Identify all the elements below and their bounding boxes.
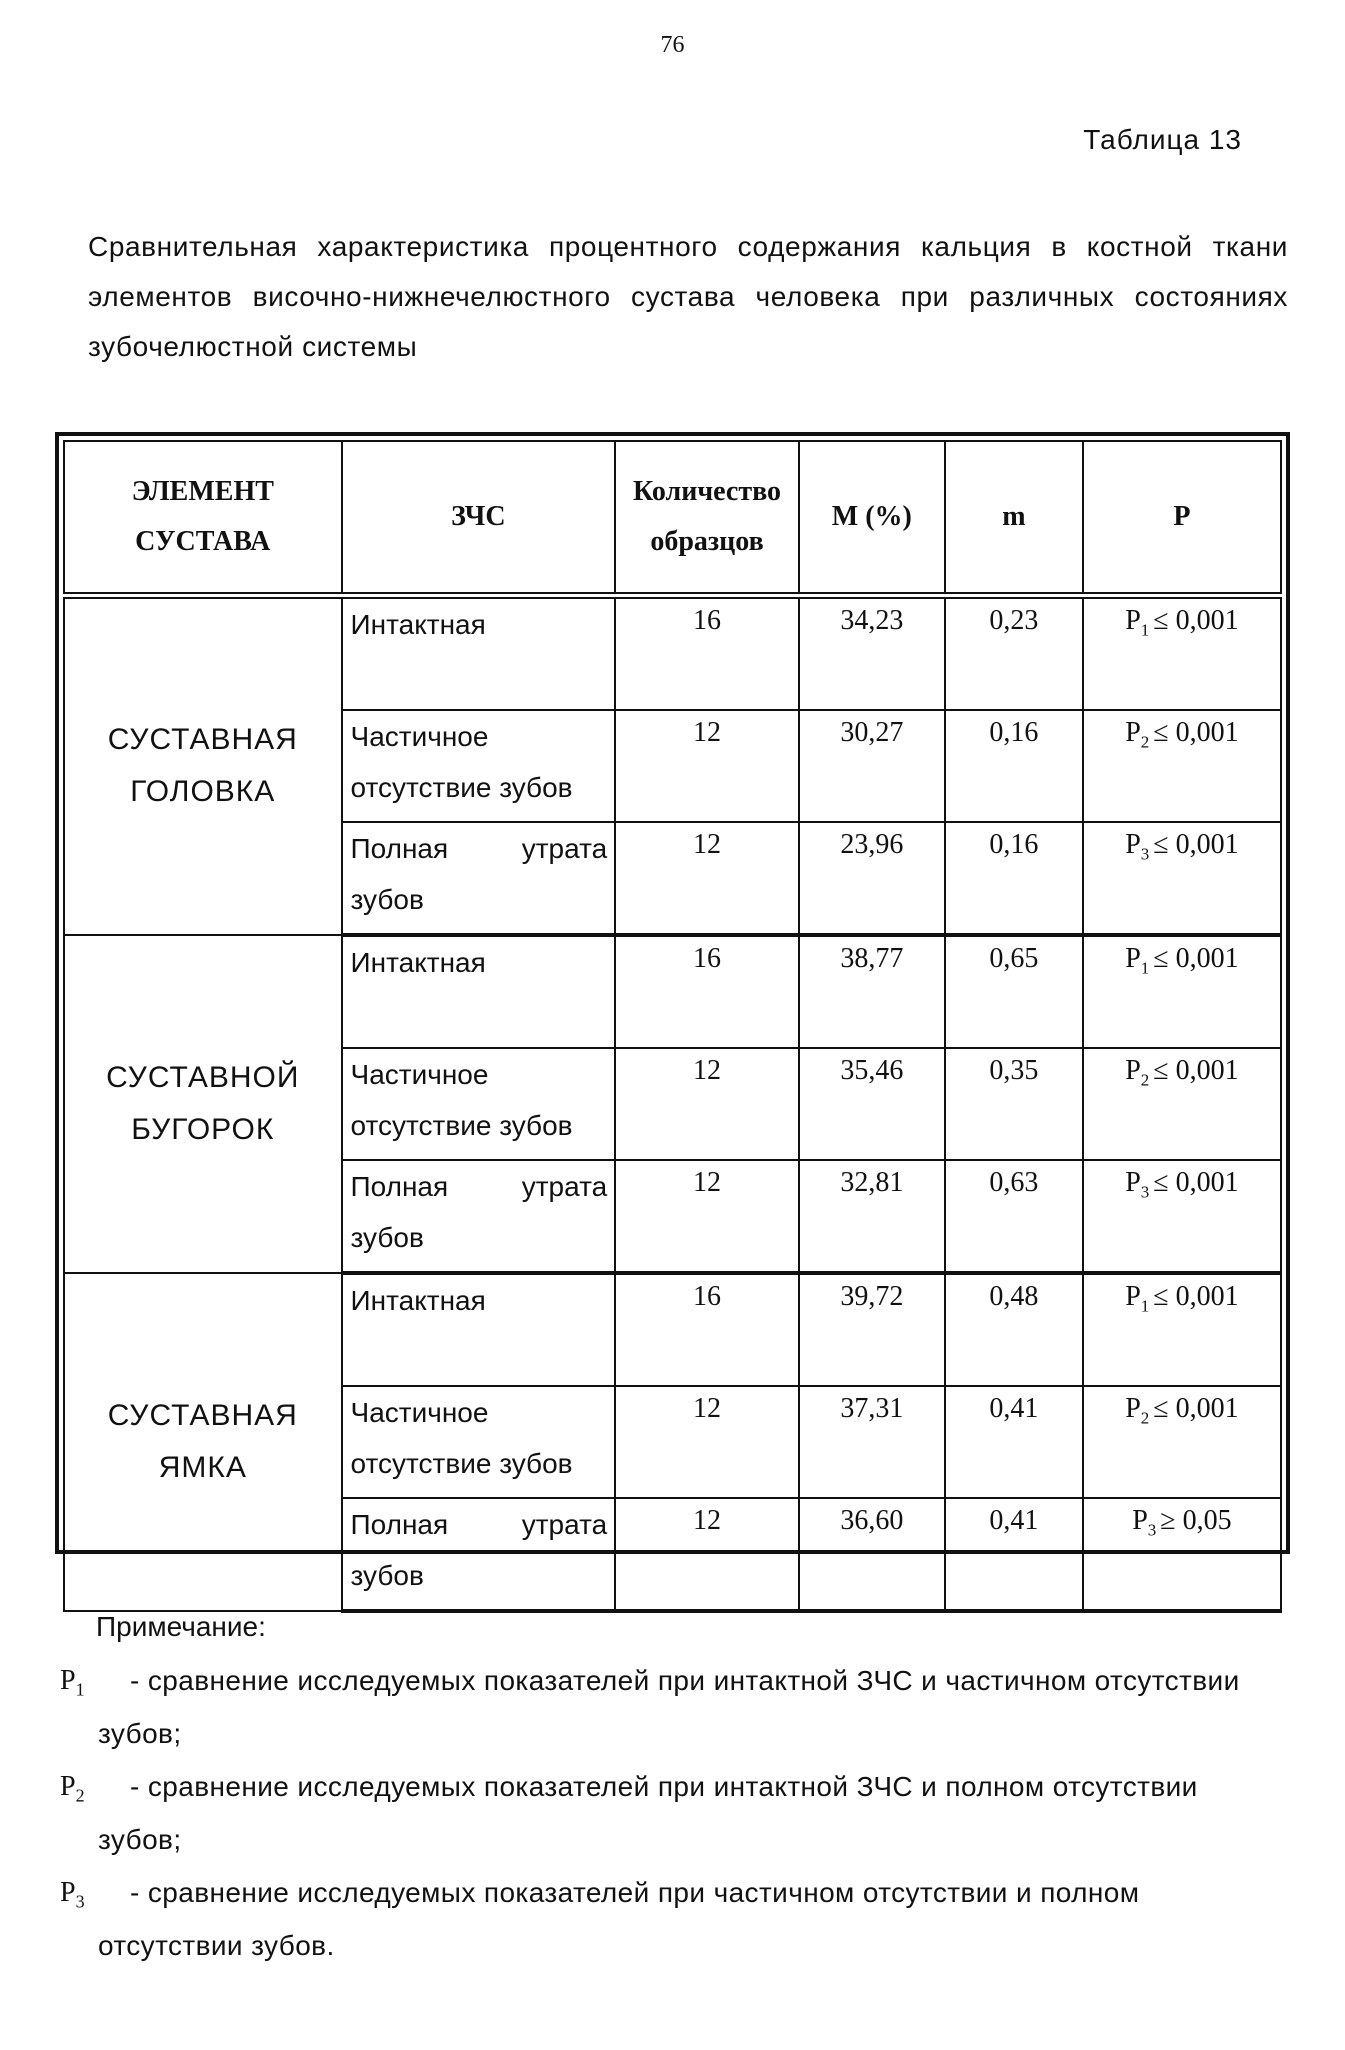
mean-percent-cell: 35,46 bbox=[799, 1048, 945, 1160]
joint-element-cell: СУСТАВНАЯ ЯМКА bbox=[64, 1273, 342, 1611]
std-error-cell: 0,23 bbox=[945, 596, 1083, 711]
joint-element-cell: СУСТАВНОЙ БУГОРОК bbox=[64, 935, 342, 1273]
calcium-table bbox=[63, 440, 1282, 1613]
zchs-cell bbox=[342, 1048, 616, 1160]
zchs-cell bbox=[342, 1160, 616, 1273]
p-value: ≤ 0,001 bbox=[1153, 829, 1239, 860]
header-element: ЭЛЕМЕНТ СУСТАВА bbox=[64, 441, 342, 596]
note-label-letter: P bbox=[60, 1877, 76, 1908]
p-value-cell bbox=[1083, 710, 1281, 822]
zchs-text-continued: отсутствие зубов bbox=[350, 772, 573, 803]
std-error-cell: 0,35 bbox=[945, 1048, 1083, 1160]
p-value: ≤ 0,001 bbox=[1153, 1055, 1239, 1086]
p-label: P bbox=[1125, 1281, 1141, 1312]
p-subscript: 3 bbox=[1140, 844, 1150, 864]
note-label-subscript: 1 bbox=[75, 1679, 85, 1700]
p-value: ≤ 0,001 bbox=[1153, 717, 1239, 748]
mean-percent-cell: 32,81 bbox=[799, 1160, 945, 1273]
note-label-letter: P bbox=[60, 1771, 76, 1802]
note-label-subscript: 3 bbox=[75, 1891, 85, 1912]
zchs-text: Полная bbox=[350, 1509, 449, 1540]
note-item bbox=[60, 1866, 1285, 1972]
p-label: P bbox=[1125, 1167, 1141, 1198]
sample-count-cell: 12 bbox=[615, 1498, 799, 1611]
note-text: - сравнение исследуемых показателей при частичном отсутствии и полном отсутствии зубов. bbox=[98, 1877, 1140, 1961]
zchs-cell bbox=[342, 822, 616, 935]
p-subscript: 1 bbox=[1140, 1296, 1150, 1316]
header-zchs: ЗЧС bbox=[342, 441, 616, 596]
zchs-text-second: утрата bbox=[521, 1171, 608, 1202]
p-subscript: 1 bbox=[1140, 620, 1150, 640]
zchs-cell bbox=[342, 1273, 616, 1386]
zchs-cell bbox=[342, 1386, 616, 1498]
mean-percent-cell: 30,27 bbox=[799, 710, 945, 822]
table-caption: Сравнительная характеристика процентного содержания кальция в костной ткани элементов височно-нижнечелюстного сустава человека при различных состояниях зубочелюстной системы bbox=[88, 231, 1288, 362]
sample-count-cell: 12 bbox=[615, 1160, 799, 1273]
sample-count-cell: 12 bbox=[615, 822, 799, 935]
zchs-text: Интактная bbox=[350, 947, 486, 978]
p-value-cell bbox=[1083, 1498, 1281, 1611]
zchs-text: Частичное bbox=[350, 1397, 489, 1428]
zchs-cell bbox=[342, 710, 616, 822]
note-text: - сравнение исследуемых показателей при интактной ЗЧС и полном отсутствии зубов; bbox=[98, 1771, 1198, 1855]
zchs-cell bbox=[342, 596, 616, 711]
p-value-cell bbox=[1083, 1048, 1281, 1160]
note-label bbox=[60, 1866, 85, 1929]
zchs-cell bbox=[342, 1498, 616, 1611]
p-value-cell bbox=[1083, 1160, 1281, 1273]
p-value-cell bbox=[1083, 1273, 1281, 1386]
notes-list bbox=[60, 1654, 1285, 1972]
note-item bbox=[60, 1760, 1285, 1866]
header-row bbox=[64, 441, 1281, 596]
p-label: P bbox=[1132, 1505, 1148, 1536]
sample-count-cell: 12 bbox=[615, 1386, 799, 1498]
std-error-cell: 0,16 bbox=[945, 822, 1083, 935]
std-error-cell: 0,16 bbox=[945, 710, 1083, 822]
mean-percent-cell: 36,60 bbox=[799, 1498, 945, 1611]
p-value: ≤ 0,001 bbox=[1153, 1167, 1239, 1198]
p-value: ≤ 0,001 bbox=[1153, 943, 1239, 974]
p-value-cell bbox=[1083, 822, 1281, 935]
sample-count-cell: 12 bbox=[615, 710, 799, 822]
note-label-subscript: 2 bbox=[75, 1785, 85, 1806]
p-value: ≤ 0,001 bbox=[1153, 605, 1239, 636]
header-mean: М (%) bbox=[799, 441, 945, 596]
p-subscript: 3 bbox=[1147, 1520, 1157, 1540]
header-p: Р bbox=[1083, 441, 1281, 596]
data-table-frame bbox=[55, 432, 1290, 1591]
header-error: m bbox=[945, 441, 1083, 596]
zchs-cell bbox=[342, 935, 616, 1048]
p-subscript: 2 bbox=[1140, 732, 1150, 752]
p-label: P bbox=[1125, 943, 1141, 974]
p-subscript: 2 bbox=[1140, 1408, 1150, 1428]
note-label bbox=[60, 1654, 85, 1717]
notes-title: Примечание: bbox=[96, 1611, 266, 1642]
zchs-text-continued: отсутствие зубов bbox=[350, 1110, 573, 1141]
table-row bbox=[64, 935, 1281, 1048]
p-value: ≤ 0,001 bbox=[1153, 1393, 1239, 1424]
sample-count-cell: 16 bbox=[615, 935, 799, 1048]
p-label: P bbox=[1125, 1393, 1141, 1424]
p-value: ≥ 0,05 bbox=[1160, 1505, 1232, 1536]
p-label: P bbox=[1125, 605, 1141, 636]
p-label: P bbox=[1125, 1055, 1141, 1086]
std-error-cell: 0,48 bbox=[945, 1273, 1083, 1386]
p-subscript: 1 bbox=[1140, 958, 1150, 978]
header-count: Количество образцов bbox=[615, 441, 799, 596]
p-subscript: 3 bbox=[1140, 1182, 1150, 1202]
zchs-text-continued: зубов bbox=[350, 884, 424, 915]
std-error-cell: 0,41 bbox=[945, 1498, 1083, 1611]
table-body bbox=[64, 596, 1281, 1612]
zchs-text: Частичное bbox=[350, 1059, 489, 1090]
std-error-cell: 0,41 bbox=[945, 1386, 1083, 1498]
zchs-text: Полная bbox=[350, 1171, 449, 1202]
std-error-cell: 0,63 bbox=[945, 1160, 1083, 1273]
p-label: P bbox=[1125, 829, 1141, 860]
zchs-text-continued: зубов bbox=[350, 1560, 424, 1591]
std-error-cell: 0,65 bbox=[945, 935, 1083, 1048]
p-value-cell bbox=[1083, 935, 1281, 1048]
mean-percent-cell: 38,77 bbox=[799, 935, 945, 1048]
zchs-text: Интактная bbox=[350, 609, 486, 640]
p-value-cell bbox=[1083, 1386, 1281, 1498]
note-label-letter: P bbox=[60, 1665, 76, 1696]
p-value-cell bbox=[1083, 596, 1281, 711]
page-number: 76 bbox=[660, 32, 685, 58]
zchs-text-continued: зубов bbox=[350, 1222, 424, 1253]
zchs-text-second: утрата bbox=[521, 833, 608, 864]
mean-percent-cell: 37,31 bbox=[799, 1386, 945, 1498]
mean-percent-cell: 39,72 bbox=[799, 1273, 945, 1386]
table-label: Таблица 13 bbox=[1083, 124, 1242, 155]
mean-percent-cell: 34,23 bbox=[799, 596, 945, 711]
zchs-text: Частичное bbox=[350, 721, 489, 752]
table-row bbox=[64, 1273, 1281, 1386]
notes-section bbox=[60, 1600, 1285, 1972]
joint-element-cell: СУСТАВНАЯ ГОЛОВКА bbox=[64, 596, 342, 936]
sample-count-cell: 12 bbox=[615, 1048, 799, 1160]
sample-count-cell: 16 bbox=[615, 1273, 799, 1386]
table-row bbox=[64, 596, 1281, 711]
zchs-text: Интактная bbox=[350, 1285, 486, 1316]
note-text: - сравнение исследуемых показателей при интактной ЗЧС и частичном отсутствии зубов; bbox=[98, 1665, 1240, 1749]
zchs-text-second: утрата bbox=[521, 1509, 608, 1540]
zchs-text: Полная bbox=[350, 833, 449, 864]
p-value: ≤ 0,001 bbox=[1153, 1281, 1239, 1312]
sample-count-cell: 16 bbox=[615, 596, 799, 711]
note-label bbox=[60, 1760, 85, 1823]
p-subscript: 2 bbox=[1140, 1070, 1150, 1090]
zchs-text-continued: отсутствие зубов bbox=[350, 1448, 573, 1479]
note-item bbox=[60, 1654, 1285, 1760]
mean-percent-cell: 23,96 bbox=[799, 822, 945, 935]
p-label: P bbox=[1125, 717, 1141, 748]
